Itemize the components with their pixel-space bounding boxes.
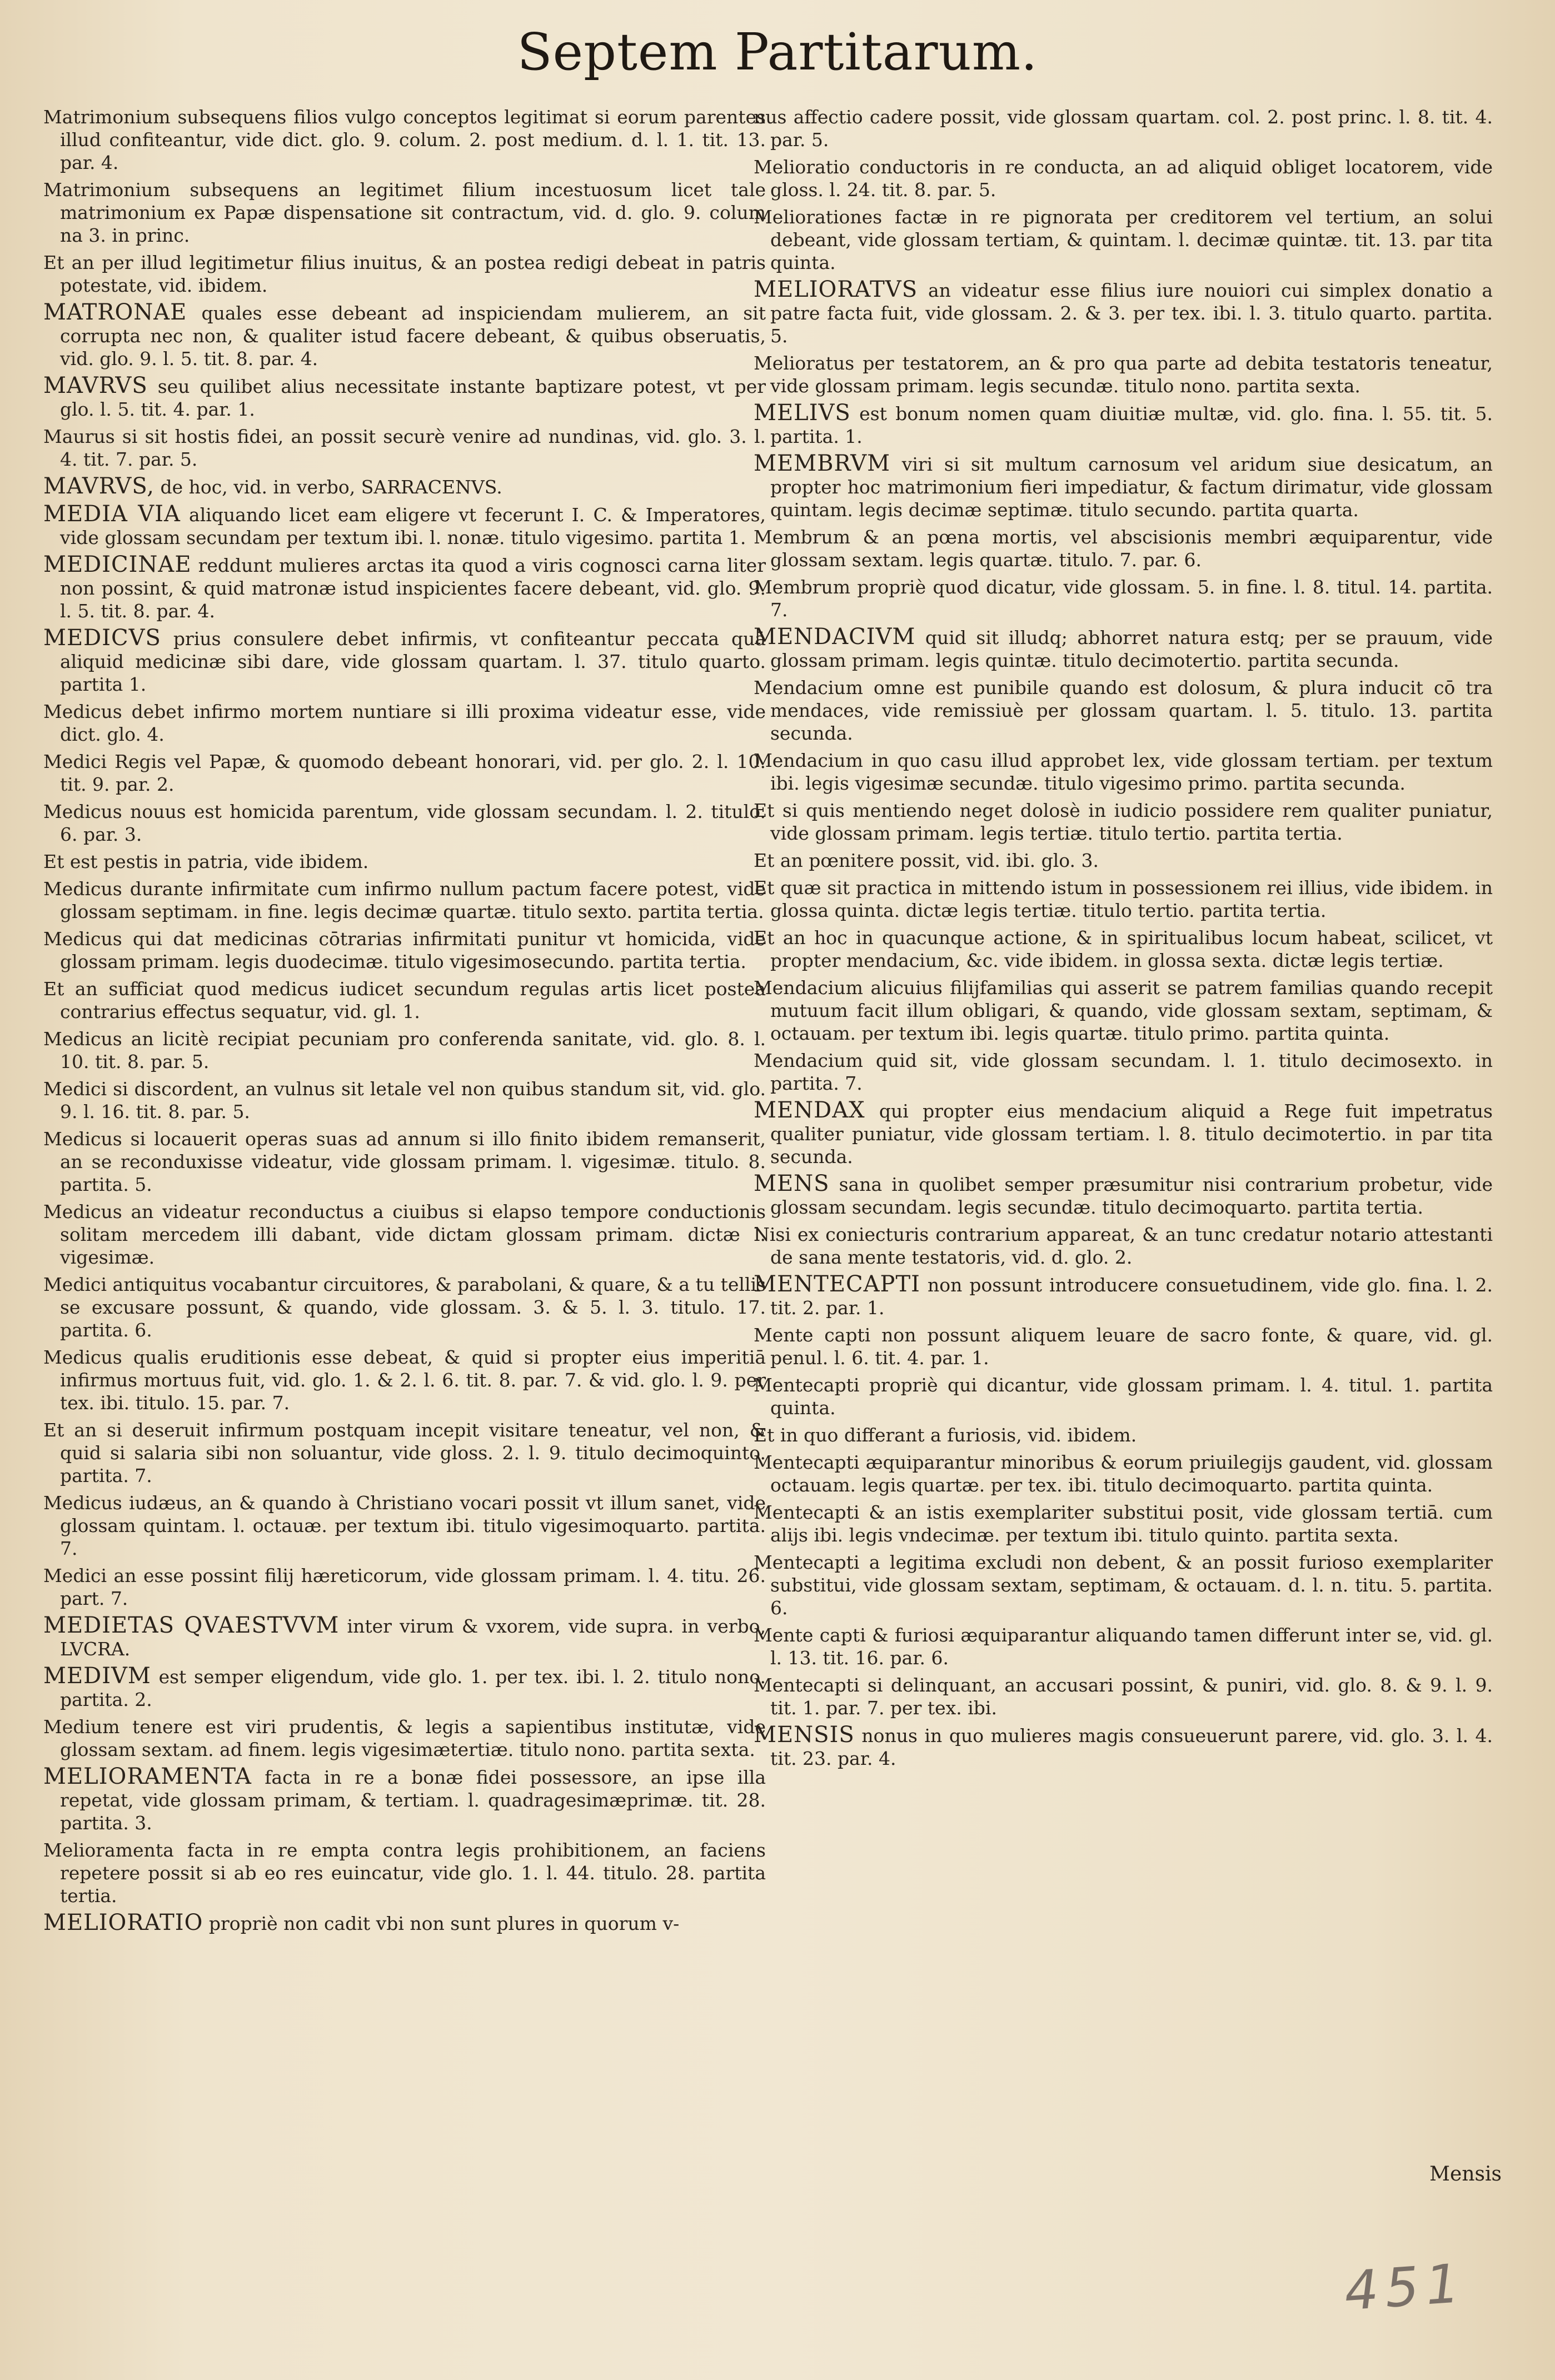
entry-text: Mentecapti si delinquant, an accusari possint, & puniri, vid. glo. 8. & 9. l. 9. tit. 1. par. 7. per tex. ibi.: [754, 1674, 1493, 1719]
entry-text: Medicus nouus est homicida parentum, vide glossam secundam. l. 2. titulo. 6. par. 3.: [43, 801, 766, 845]
entry-text: reddunt mulieres arctas ita quod a viris cognosci carna liter non possint, & quid matronæ istud inspicientes facere debeant, vid. glo. 9. l. 5. tit. 8. par. 4.: [60, 555, 766, 622]
entry-text: Medicus si locauerit operas suas ad annum si illo finito ibidem remanserit, an se reconduxisse videatur, vide glossam primam. l. vigesimæ. titulo. 8. partita. 5.: [43, 1128, 766, 1195]
entry-text: Et an per illud legitimetur filius inuitus, & an postea redigi debeat in patris potestate, vid. ibidem.: [43, 252, 766, 296]
index-entry: [43, 1200, 766, 1269]
entry-text: prius consulere debet infirmis, vt confiteantur peccata quā aliquid medicinæ sibi dare, vide glossam quartam. l. 37. titulo quarto. partita 1.: [60, 628, 766, 695]
index-entry: [754, 1724, 1493, 1770]
index-entry: [754, 849, 1493, 872]
index-entry: [754, 1624, 1493, 1669]
entry-text: Et an pœnitere possit, vid. ibi. glo. 3.: [754, 850, 1099, 871]
entry-text: Mente capti & furiosi æquiparantur aliquando tamen differunt inter se, vid. gl. l. 13. tit. 16. par. 6.: [754, 1624, 1493, 1669]
index-entry: [754, 926, 1493, 972]
entry-text: Mentecapti æquiparantur minoribus & eorum priuilegijs gaudent, vid. glossam octauam. legis quartæ. per tex. ibi. titulo decimoquarto. partita quinta.: [754, 1451, 1493, 1496]
entry-text: Medium tenere est viri prudentis, & legis a sapientibus institutæ, vide glossam sextam. ad finem. legis vigesimætertiæ. titulo nono. partita sexta.: [43, 1716, 766, 1760]
index-entry: [43, 1491, 766, 1560]
entry-text: Mendacium alicuius filijfamilias qui asserit se patrem familias quando recepit mutuum facit illum obligari, & quando, vide glossam sextam, septimam, & octauam. per textum ibi. legis quartæ. titulo primo. partita quinta.: [754, 977, 1493, 1044]
entry-text: Medicus qui dat medicinas cōtrarias infirmitati punitur vt homicida, vide glossam primam. legis duodecimæ. titulo vigesimosecundo. partita tertia.: [43, 928, 766, 972]
entry-text: Membrum propriè quod dicatur, vide glossam. 5. in fine. l. 8. titul. 14. partita. 7.: [754, 576, 1493, 621]
index-entry: [754, 526, 1493, 571]
entry-lemma: MENDACIVM: [754, 624, 916, 650]
index-entry: [43, 1765, 766, 1834]
index-entry: [43, 1346, 766, 1414]
entry-lemma: MAVRVS,: [43, 473, 155, 499]
entry-text: Medicus iudæus, an & quando à Christiano vocari possit vt illum sanet, vide glossam quintam. l. octauæ. per textum ibi. titulo vigesimoquarto. partita. 7.: [43, 1492, 766, 1559]
entry-text: Et in quo differant a furiosis, vid. ibidem.: [754, 1424, 1137, 1446]
index-entry: [43, 251, 766, 297]
index-entry: [43, 1665, 766, 1711]
entry-text: Et est pestis in patria, vide ibidem.: [43, 851, 369, 872]
index-entry: [43, 700, 766, 746]
entry-text: est semper eligendum, vide glo. 1. per tex. ibi. l. 2. titulo nono. partita. 2.: [60, 1666, 766, 1710]
index-entry: [754, 278, 1493, 347]
entry-text: est bonum nomen quam diuitiæ multæ, vid. glo. fina. l. 55. tit. 5. partita. 1.: [770, 403, 1493, 447]
entry-text: Nisi ex coniecturis contrarium appareat, & an tunc credatur notario attestanti de sana mente testatoris, vid. d. glo. 2.: [754, 1224, 1493, 1268]
entry-text: an videatur esse filius iure nouiori cui simplex donatio a patre facta fuit, vide glossam. 2. & 3. per tex. ibi. l. 3. titulo quarto. partita. 5.: [770, 280, 1493, 347]
index-entry: [43, 1715, 766, 1761]
index-entry: [43, 1912, 766, 1935]
entry-text: Et si quis mentiendo neget dolosè in iudicio possidere rem qualiter puniatur, vide glossam primam. legis tertiæ. titulo tertio. partita tertia.: [754, 800, 1493, 844]
index-entry: [754, 1324, 1493, 1369]
index-entry: [754, 402, 1493, 448]
entry-text: Mendacium quid sit, vide glossam secundam. l. 1. titulo decimosexto. in partita. 7.: [754, 1050, 1493, 1094]
index-entry: [754, 352, 1493, 397]
entry-text: Medicus durante infirmitate cum infirmo nullum pactum facere potest, vide glossam septimam. in fine. legis decimæ quartæ. titulo sexto. partita tertia.: [43, 878, 766, 922]
entry-lemma: MELIORATIO: [43, 1910, 203, 1935]
entry-text: Et an sufficiat quod medicus iudicet secundum regulas artis licet postea contrarius effectus sequatur, vid. gl. 1.: [43, 978, 766, 1022]
index-entry: [43, 1839, 766, 1907]
entry-text: sana in quolibet semper præsumitur nisi contrarium probetur, vide glossam secundam. legis secundæ. titulo decimoquarto. partita tertia.: [770, 1174, 1493, 1218]
entry-text: Melioratio conductoris in re conducta, an ad aliquid obliget locatorem, vide gloss. l. 24. tit. 8. par. 5.: [754, 156, 1493, 201]
index-entry: [43, 927, 766, 973]
entry-text: Medicus debet infirmo mortem nuntiare si illi proxima videatur esse, vide dict. glo. 4.: [43, 701, 766, 745]
index-entry: [43, 375, 766, 421]
entry-lemma: MEDIA VIA: [43, 501, 181, 527]
entry-text: Et quæ sit practica in mittendo istum in possessionem rei illius, vide ibidem. in glossa quinta. dictæ legis tertiæ. titulo tertio. partita tertia.: [754, 877, 1493, 921]
entry-lemma: MENDAX: [754, 1097, 865, 1123]
index-entry: [754, 1501, 1493, 1546]
index-entry: [754, 576, 1493, 621]
index-entry: [754, 1674, 1493, 1719]
entry-text: viri si sit multum carnosum vel aridum siue desicatum, an propter hoc matrimonium fieri impediatur, & factum dirimatur, vide glossam quintam. legis decimæ septimæ. titulo secundo. partita quarta.: [770, 453, 1493, 521]
handwritten-folio-number: 451: [1342, 2252, 1468, 2323]
entry-lemma: MEDIETAS QVAESTVVM: [43, 1613, 340, 1638]
page-running-title: Septem Partitarum.: [517, 22, 1038, 82]
index-entry: [754, 749, 1493, 795]
entry-text: de hoc, vid. in verbo, SARRACENVS.: [154, 476, 502, 498]
index-entry: [43, 106, 766, 174]
index-entry: [754, 1451, 1493, 1496]
index-entry: [754, 799, 1493, 845]
entry-lemma: MENTECAPTI: [754, 1271, 920, 1297]
entry-lemma: MEDIVM: [43, 1663, 151, 1689]
entry-text: propriè non cadit vbi non sunt plures in quorum v-: [203, 1913, 680, 1934]
entry-text: Maurus si sit hostis fidei, an possit securè venire ad nundinas, vid. glo. 3. l. 4. tit. 7. par. 5.: [43, 426, 766, 470]
index-entry: [43, 800, 766, 846]
index-entry: [43, 1614, 766, 1660]
entry-text: Mentecapti propriè qui dicantur, vide glossam primam. l. 4. titul. 1. partita quinta.: [754, 1374, 1493, 1419]
index-entry: [754, 626, 1493, 672]
entry-lemma: MEDICINAE: [43, 552, 192, 577]
entry-text: Medicus an licitè recipiat pecuniam pro conferenda sanitate, vid. glo. 8. l. 10. tit. 8. par. 5.: [43, 1028, 766, 1072]
entry-text: Mendacium omne est punibile quando est dolosum, & plura inducit cō tra mendaces, vide remissiuè per glossam quartam. l. 5. titulo. 13. partita secunda.: [754, 677, 1493, 744]
entry-text: seu quilibet alius necessitate instante baptizare potest, vt per glo. l. 5. tit. 4. par. 1.: [60, 376, 766, 420]
index-entry: [754, 876, 1493, 922]
left-column: [43, 106, 766, 1939]
index-entry: [754, 1551, 1493, 1619]
index-entry: [43, 425, 766, 471]
entry-lemma: MEMBRVM: [754, 451, 891, 476]
entry-text: Medici Regis vel Papæ, & quomodo debeant honorari, vid. per glo. 2. l. 10. tit. 9. par. 2.: [43, 751, 766, 795]
entry-text: Medici antiquitus vocabantur circuitores, & parabolani, & quare, & a tu tellis se excusare possunt, & quando, vide glossam. 3. & 5. l. 3. titulo. 17. partita. 6.: [43, 1274, 766, 1341]
entry-lemma: MELIVS: [754, 400, 851, 426]
entry-text: Mentecapti & an istis exemplariter substitui posit, vide glossam tertiā. cum alijs ibi. legis vndecimæ. per textum ibi. titulo quinto. partita sexta.: [754, 1501, 1493, 1546]
index-entry: [43, 1419, 766, 1487]
index-entry: [43, 503, 766, 549]
index-entry: [754, 976, 1493, 1045]
entry-text: facta in re a bonæ fidei possessore, an ipse illa repetat, vide glossam primam, & tertiam. l. quadragesimæprimæ. tit. 28. partita. 3.: [60, 1767, 766, 1834]
entry-text: nus affectio cadere possit, vide glossam quartam. col. 2. post princ. l. 8. tit. 4. par. 5.: [754, 106, 1493, 151]
index-entry: [43, 850, 766, 873]
index-entry: [43, 1077, 766, 1123]
entry-text: non possunt introducere consuetudinem, vide glo. fina. l. 2. tit. 2. par. 1.: [770, 1274, 1493, 1319]
entry-lemma: MATRONAE: [43, 300, 187, 325]
entry-text: nonus in quo mulieres magis consueuerunt parere, vid. glo. 3. l. 4. tit. 23. par. 4.: [770, 1725, 1493, 1769]
entry-text: Mentecapti a legitima excludi non debent, & an possit furioso exemplariter substitui, vide glossam sextam, septimam, & octauam. d. l. n. titu. 5. partita. 6.: [754, 1551, 1493, 1619]
index-entry: [754, 676, 1493, 745]
entry-text: Mente capti non possunt aliquem leuare de sacro fonte, & quare, vid. gl. penul. l. 6. tit. 4. par. 1.: [754, 1324, 1493, 1369]
index-entry: [43, 178, 766, 247]
index-entry: [43, 301, 766, 370]
entry-text: inter virum & vxorem, vide supra. in verbo, LVCRA.: [60, 1615, 766, 1660]
index-entry: [754, 156, 1493, 201]
entry-text: Medici an esse possint filij hæreticorum, vide glossam primam. l. 4. titu. 26. part. 7.: [43, 1565, 766, 1609]
entry-text: Medicus qualis eruditionis esse debeat, & quid si propter eius imperitiā infirmus mortuus fuit, vid. glo. 1. & 2. l. 6. tit. 8. par. 7. & vid. glo. l. 9. per tex. ibi. titulo. 15. par. 7.: [43, 1346, 766, 1414]
entry-text: Mendacium in quo casu illud approbet lex, vide glossam tertiam. per textum ibi. legis vigesimæ secundæ. titulo vigesimo primo. partita secunda.: [754, 750, 1493, 794]
entry-text: Matrimonium subsequens an legitimet filium incestuosum licet tale matrimonium ex Papæ dispensatione sit contractum, vid. d. glo. 9. colum na 3. in princ.: [43, 179, 766, 246]
entry-lemma: MAVRVS: [43, 373, 148, 398]
index-entry: [754, 106, 1493, 151]
entry-text: Medici si discordent, an vulnus sit letale vel non quibus standum sit, vid. glo. 9. l. 16. tit. 8. par. 5.: [43, 1078, 766, 1122]
entry-lemma: MELIORAMENTA: [43, 1764, 252, 1789]
index-entry: [43, 627, 766, 696]
index-entry: [43, 1127, 766, 1196]
index-entry: [754, 1273, 1493, 1319]
index-entry: [43, 1273, 766, 1341]
catchword: Mensis: [1429, 2163, 1502, 2186]
entry-text: Melioramenta facta in re empta contra legis prohibitionem, an faciens repetere possit si ab eo res euincatur, vide glo. 1. l. 44. titulo. 28. partita tertia.: [43, 1839, 766, 1907]
entry-text: Melioratus per testatorem, an & pro qua parte ad debita testatoris teneatur, vide glossam primam. legis secundæ. titulo nono. partita sexta.: [754, 352, 1493, 397]
index-entry: [43, 750, 766, 796]
entry-text: Medicus an videatur reconductus a ciuibus si elapso tempore conductionis solitam mercedem illi dabant, vide dictam glossam primam. dictæ l. vigesimæ.: [43, 1201, 766, 1268]
entry-text: Et an si deseruit infirmum postquam incepit visitare teneatur, vel non, & quid si salaria sibi non soluantur, vide gloss. 2. l. 9. titulo decimoquinto. partita. 7.: [43, 1419, 766, 1486]
entry-text: qui propter eius mendacium aliquid a Rege fuit impetratus qualiter puniatur, vide glossam tertiam. l. 8. titulo decimotertio. in par tita secunda.: [770, 1100, 1493, 1167]
entry-lemma: MELIORATVS: [754, 277, 918, 302]
entry-lemma: MENS: [754, 1171, 830, 1196]
index-entry: [43, 1027, 766, 1073]
entry-text: Matrimonium subsequens filios vulgo conceptos legitimat si eorum parentes illud confiteantur, vide dict. glo. 9. colum. 2. post medium. d. l. 1. tit. 13. par. 4.: [43, 106, 766, 173]
index-entry: [754, 452, 1493, 521]
entry-text: Membrum & an pœna mortis, vel abscisionis membri æquiparentur, vide glossam sextam. legis quartæ. titulo. 7. par. 6.: [754, 526, 1493, 571]
entry-text: aliquando licet eam eligere vt fecerunt I. C. & Imperatores, vide glossam secundam per textum ibi. l. nonæ. titulo vigesimo. partita 1.: [60, 504, 766, 548]
index-entry: [43, 877, 766, 923]
index-entry: [754, 1172, 1493, 1219]
entry-text: quid sit illudq; abhorret natura estq; per se prauum, vide glossam primam. legis quintæ. titulo decimotertio. partita secunda.: [770, 627, 1493, 671]
index-entry: [754, 1099, 1493, 1168]
index-entry: [754, 1223, 1493, 1269]
entry-lemma: MENSIS: [754, 1722, 855, 1748]
entry-text: quales esse debeant ad inspiciendam mulierem, an sit corrupta nec non, & qualiter istud facere debeant, & quibus obseruatis, vid. glo. 9. l. 5. tit. 8. par. 4.: [60, 302, 766, 370]
index-entry: [754, 1374, 1493, 1419]
index-entry: [754, 206, 1493, 274]
right-column: [754, 106, 1493, 1774]
index-entry: [754, 1049, 1493, 1095]
index-entry: [754, 1424, 1493, 1446]
index-entry: [43, 553, 766, 622]
index-entry: [43, 977, 766, 1023]
index-entry: [43, 1564, 766, 1610]
entry-text: Meliorationes factæ in re pignorata per creditorem vel tertium, an solui debeant, vide glossam tertiam, & quintam. l. decimæ quintæ. tit. 13. par tita quinta.: [754, 206, 1493, 273]
entry-lemma: MEDICVS: [43, 625, 161, 651]
index-entry: [43, 475, 766, 498]
entry-text: Et an hoc in quacunque actione, & in spiritualibus locum habeat, scilicet, vt propter mendacium, &c. vide ibidem. in glossa sexta. dictæ legis tertiæ.: [754, 927, 1493, 971]
